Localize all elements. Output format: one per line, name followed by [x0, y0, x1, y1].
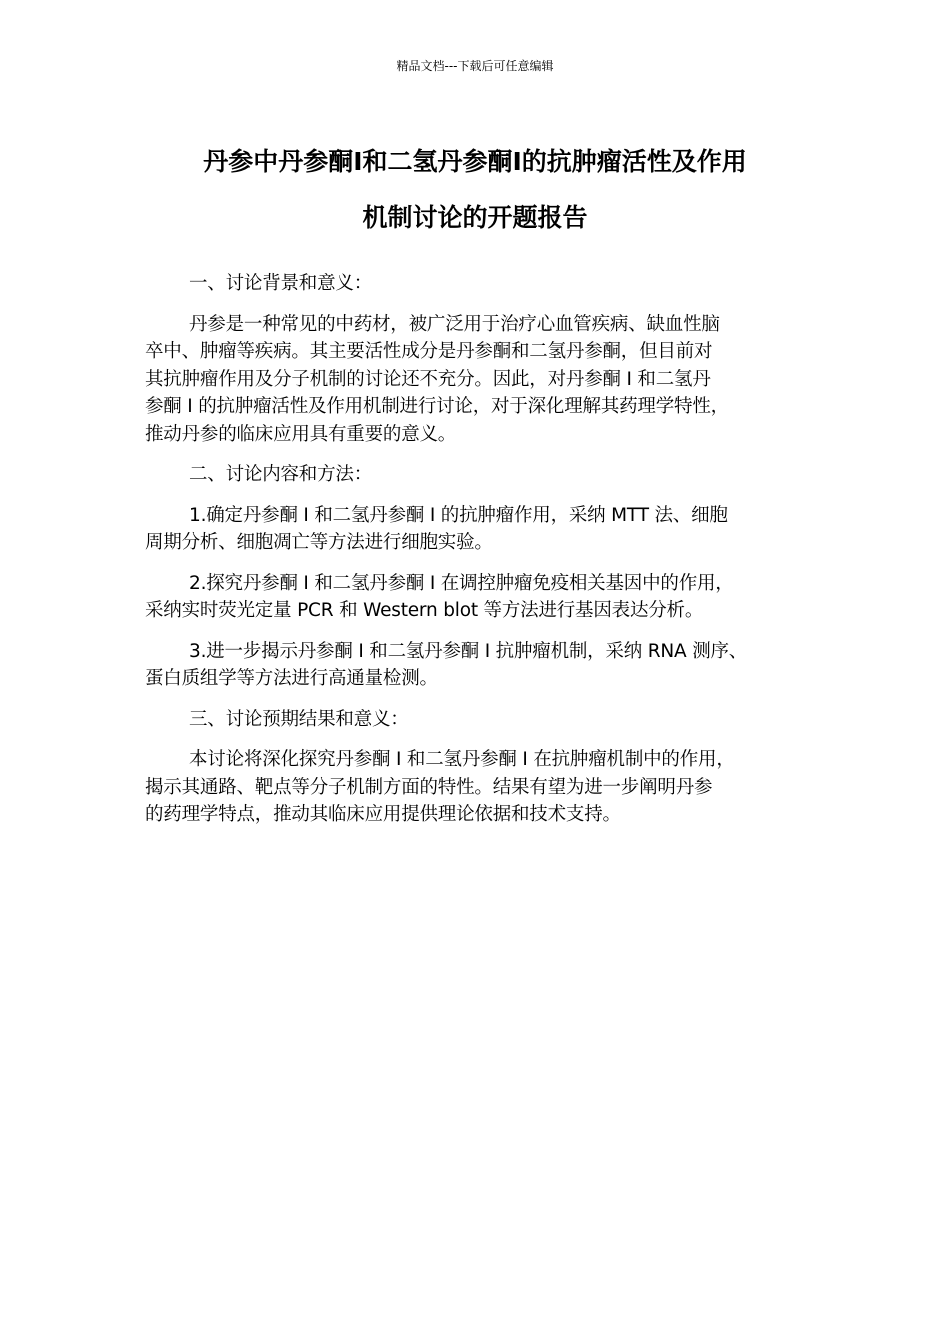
- text-line: 2.探究丹参酮 I 和二氢丹参酮 I 在调控肿瘤免疫相关基因中的作用，: [189, 572, 734, 594]
- text-line: 本讨论将深化探究丹参酮 I 和二氢丹参酮 I 在抗肿瘤机制中的作用，: [189, 749, 735, 770]
- text-line: 丹参是一种常见的中药材，被广泛用于治疗心血管疾病、缺血性脑: [189, 313, 720, 335]
- text-line: 蛋白质组学等方法进行高通量检测。: [145, 668, 438, 689]
- text-line: 3.进一步揭示丹参酮 I 和二氢丹参酮 I 抗肿瘤机制，采纳 RNA 测序、: [189, 640, 748, 662]
- section-2-heading: 二、讨论内容和方法：: [189, 464, 373, 485]
- document-body: [145, 270, 810, 842]
- text-line: 采纳实时荧光定量 PCR 和 Western blot 等方法进行基因表达分析。: [145, 600, 704, 621]
- text-line: 周期分析、细胞凋亡等方法进行细胞实验。: [145, 532, 493, 553]
- section-2-item-3: [145, 638, 810, 693]
- text-line: 参酮 I 的抗肿瘤活性及作用机制进行讨论，对于深化理解其药理学特性，: [145, 396, 729, 417]
- text-line: 卒中、肿瘤等疾病。其主要活性成分是丹参酮和二氢丹参酮，但目前对: [145, 341, 713, 362]
- section-1-heading: 一、讨论背景和意义：: [189, 273, 373, 294]
- document-title: [120, 134, 830, 246]
- section-2-item-1: [145, 502, 810, 557]
- section-2-item-2: [145, 570, 810, 625]
- section-1-paragraph: [145, 311, 810, 449]
- text-line: 其抗肿瘤作用及分子机制的讨论还不充分。因此，对丹参酮 I 和二氢丹: [145, 368, 711, 390]
- text-line: 揭示其通路、靶点等分子机制方面的特性。结果有望为进一步阐明丹参: [145, 776, 713, 798]
- section-3-paragraph: [145, 746, 810, 829]
- text-line: 1.确定丹参酮 I 和二氢丹参酮 I 的抗肿瘤作用，采纳 MTT 法、细胞: [189, 504, 728, 526]
- text-line: 的药理学特点，推动其临床应用提供理论依据和技术支持。: [145, 804, 621, 825]
- title-line-1: 丹参中丹参酮Ⅰ和二氢丹参酮Ⅰ的抗肿瘤活性及作用: [203, 147, 747, 176]
- header-note: 精品文档---下载后可任意编辑: [396, 59, 554, 73]
- section-3-heading: 三、讨论预期结果和意义：: [189, 708, 409, 730]
- title-line-2: 机制讨论的开题报告: [362, 203, 588, 232]
- text-line: 推动丹参的临床应用具有重要的意义。: [145, 423, 457, 445]
